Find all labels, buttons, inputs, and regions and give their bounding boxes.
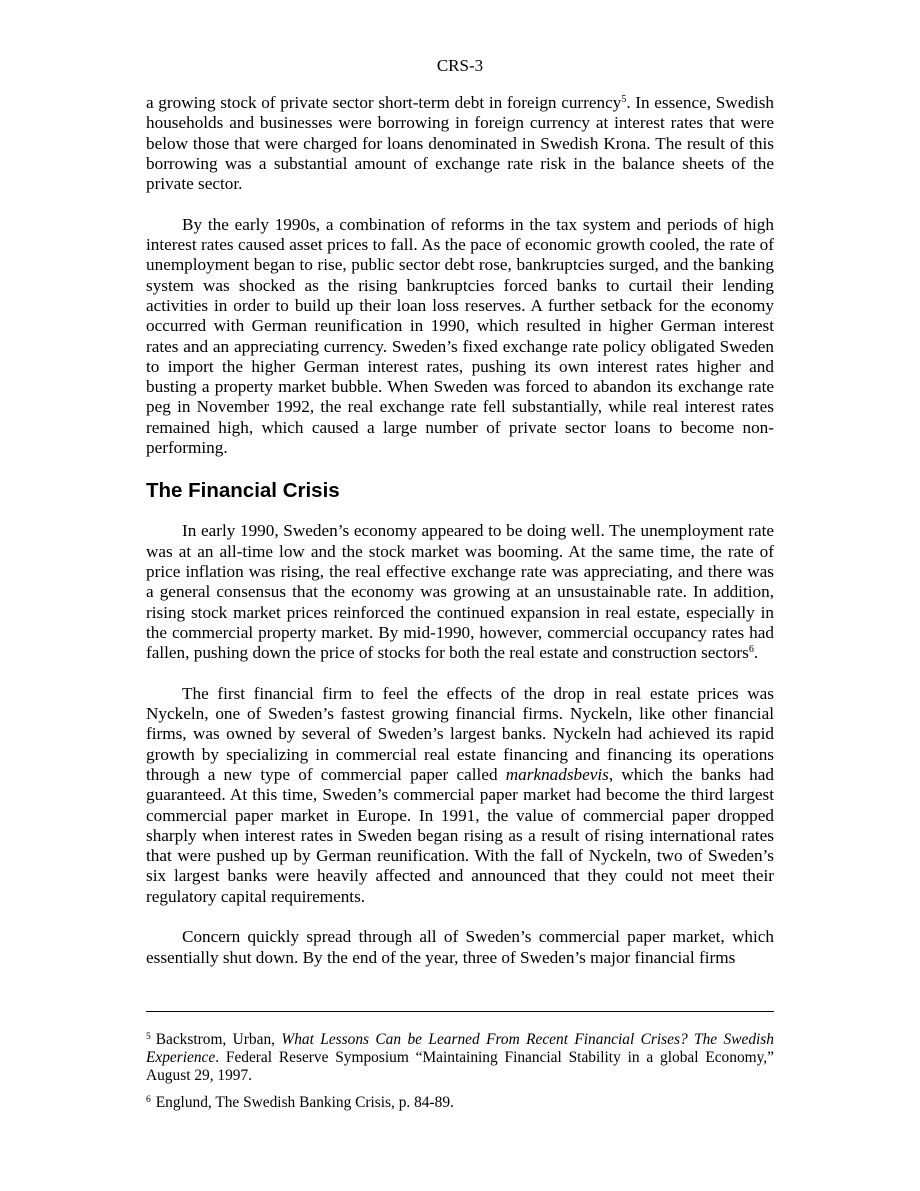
footnote-ref-5[interactable]: 5 [621,94,627,105]
page-header: CRS-3 [436,56,484,75]
footnote-ref-6[interactable]: 6 [748,644,754,656]
section-heading: The Financial Crisis [146,479,340,503]
paragraph-5: Concern quickly spread through all of Sweden’s commercial paper market, which essentially shut down. By the end of the year, three of Sweden’s major financial firms [146,927,774,967]
body-text [146,93,774,968]
footnote-divider [146,1011,774,1012]
footnote-6 [146,1094,774,1112]
paragraph-3 [146,521,774,663]
footnote-mark: 5 [146,1032,151,1042]
paragraph-1 [146,93,774,194]
paragraph-4-text-end: , which the banks had guaranteed. At this time, Sweden’s commercial paper market had become the third largest commercial paper market in Europe. In 1991, the value of commercial paper dropped sharply when interest rates in Sweden began rising as a result of rising international rates that were pushed up by German reunification. With the fall of Nyckeln, two of Sweden’s six largest banks were heavily affected and announced that they could not meet their regulatory capital requirements. [146,764,774,906]
footnote-text: Englund, The Swedish Banking Crisis, p. 84-89. [155,1094,454,1111]
paragraph-4 [146,684,774,907]
paragraph-4-text: The first financial firm to feel the effects of the drop in real estate prices was Nyckeln, one of Sweden’s fastest growing financial firms. Nyckeln, like other financial firms, was owned by several of Sweden’s largest banks. Nyckeln had achieved its rapid growth by specializing in commercial real estate financing and financing its operations through a new type of commercial paper called [146,683,774,784]
footnote-text-end: . Federal Reserve Symposium “Maintaining Financial Stability in a global Economy,” August 29, 1997. [146,1049,774,1084]
paragraph-2: By the early 1990s, a combination of reforms in the tax system and periods of high interest rates caused asset prices to fall. As the pace of economic growth cooled, the rate of unemployment began to rise, public sector debt rose, bankruptcies surged, and the banking system was shocked as the rising bankruptcies forced banks to curtail their lending activities in order to build up their loan loss reserves. A further setback for the economy occurred with German reunification in 1990, which resulted in higher German interest rates and an appreciating currency. Sweden’s fixed exchange rate policy obligated Sweden to import the higher German interest rates, pushing its own interest rates higher and busting a property market bubble. When Sweden was forced to abandon its exchange rate peg in November 1992, the real exchange rate fell substantially, while real interest rates remained high, which caused a large number of private sector loans to become non-performing. [146,214,774,458]
footnotes [146,1031,774,1121]
paragraph-1-text-end: . In essence, Swedish households and businesses were borrowing in foreign currency at interest rates that were below those that were charged for loans denominated in Swedish Krona. The result of this borrowing was a substantial amount of exchange rate risk in the balance sheets of the private sector. [146,93,774,194]
footnote-title: What Lessons Can be Learned From Recent Financial Crises? The Swedish Experience [146,1031,774,1066]
footnote-5 [146,1031,774,1085]
paragraph-1-text: a growing stock of private sector short-term debt in foreign currency [146,93,622,112]
footnote-text: Backstrom, Urban, [155,1031,282,1048]
footnote-mark: 6 [146,1095,151,1105]
paragraph-3-text-end: . [753,643,759,663]
paragraph-4-italic-term: marknadsbevis [505,764,609,784]
paragraph-3-text: In early 1990, Sweden’s economy appeared to be doing well. The unemployment rate was at an all-time low and the stock market was booming. At the same time, the rate of price inflation was rising, the real effective exchange rate was appreciating, and there was a general consensus that the economy was growing at an unsustainable rate. In addition, rising stock market prices reinforced the continued expansion in real estate, especially in the commercial property market. By mid-1990, however, commercial occupancy rates had fallen, pushing down the price of stocks for both the real estate and construction sectors [146,521,774,663]
